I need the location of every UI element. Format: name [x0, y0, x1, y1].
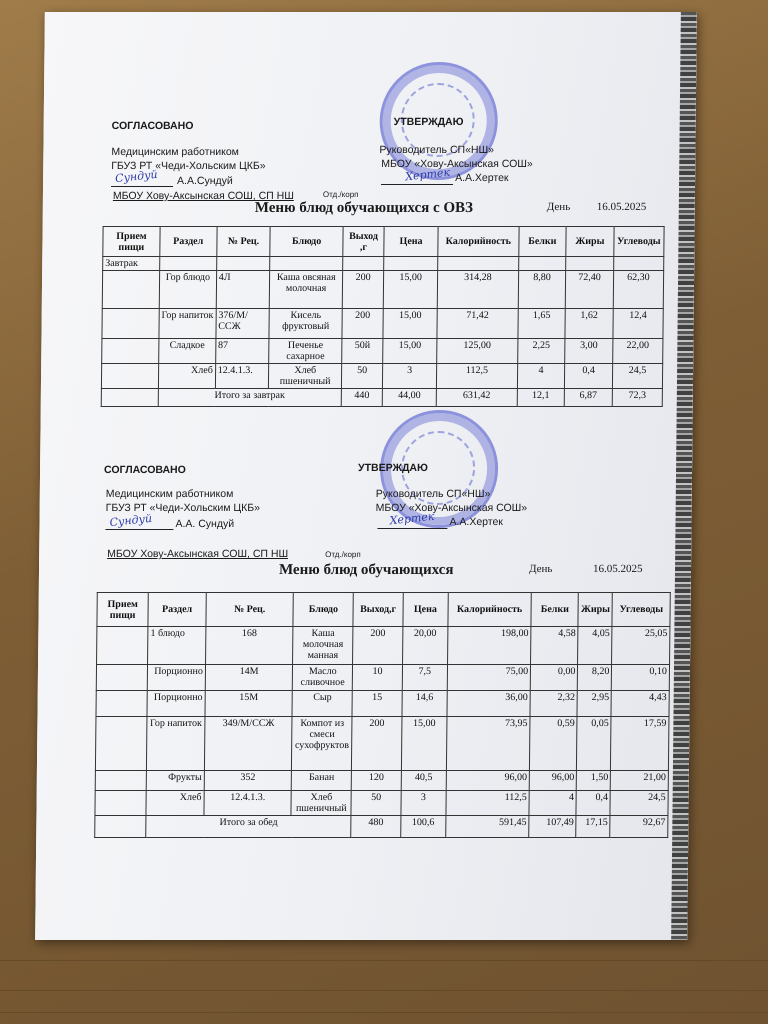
table-row: 1 блюдо 168 Каша молочная манная 200 20,00 198,00 4,58 4,05 25,05: [97, 627, 670, 665]
menu-date: 16.05.2025: [592, 563, 643, 575]
hospital-label: ГБУЗ РТ «Чеди-Хольским ЦКБ»: [111, 160, 266, 172]
menu-title-ovz: Меню блюд обучающихся с ОВЗ: [254, 200, 474, 216]
col-header: Прием пищи: [103, 227, 160, 257]
menu-table: [94, 592, 671, 838]
dept-label: Отд./корп: [325, 550, 361, 559]
meal-name: Завтрак: [103, 257, 160, 271]
school-name-label: МБОУ «Хову-Аксынская СОШ»: [375, 502, 528, 514]
right-signer-name: А.А.Хертек: [455, 172, 509, 184]
medical-worker-label: Медицинским работником: [105, 488, 234, 500]
col-header: Белки: [518, 227, 566, 257]
col-header: Цена: [384, 227, 438, 257]
col-header: Жиры: [578, 593, 612, 627]
menu-table-ovz: [101, 226, 665, 407]
col-header: Углеводы: [612, 593, 670, 627]
table-row: Сладкое 87 Печенье сахарное 50й 15,00 125,00 2,25 3,00 22,00: [102, 339, 663, 364]
col-header: Калорийность: [438, 227, 519, 257]
agreed-heading: СОГЛАСОВАНО: [111, 120, 194, 132]
menu-title: Меню блюд обучающихся: [278, 562, 454, 578]
col-header: № Рец.: [206, 593, 294, 627]
table-row: Порционно 14М Масло сливочное 10 7,5 75,00 0,00 8,20 0,10: [96, 665, 669, 691]
table-row: Хлеб 12.4.1.3. Хлеб пшеничный 50 3 112,5 4 0,4 24,5: [101, 364, 662, 389]
col-header: Раздел: [148, 593, 206, 627]
hospital-label: ГБУЗ РТ «Чеди-Хольским ЦКБ»: [105, 502, 261, 514]
col-header: Жиры: [566, 227, 614, 257]
approved-heading: УТВЕРЖДАЮ: [393, 116, 464, 128]
school-name-label: МБОУ «Хову-Аксынская СОШ»: [381, 158, 533, 170]
agreed-heading: СОГЛАСОВАНО: [104, 464, 186, 476]
col-header: Раздел: [160, 227, 217, 257]
col-header: Калорийность: [448, 593, 532, 627]
table-row: Гор напиток 349/М/ССЖ Компот из смеси сухофруктов 200 15,00 73,95 0,59 0,05 17,59: [95, 717, 669, 771]
table-row: Гор блюдо 4Л Каша овсяная молочная 200 15,00 314,28 8,80 72,40 62,30: [102, 271, 663, 309]
total-row: Итого за завтрак 440 44,00 631,42 12,1 6,87 72,3: [101, 389, 662, 407]
scan-edge-strip: [671, 12, 697, 940]
right-signer-name: А.А.Хертек: [449, 516, 504, 528]
approved-heading: УТВЕРЖДАЮ: [358, 462, 428, 474]
col-header: № Рец.: [217, 227, 271, 257]
director-label: Руководитель СП«НШ»: [379, 144, 495, 156]
col-header: Блюдо: [270, 227, 343, 257]
col-header: Выход ,г: [343, 227, 385, 257]
signature-right-icon: Хертек: [389, 509, 435, 528]
school-label: МБОУ Хову-Аксынская СОШ, СП НШ: [112, 190, 294, 202]
left-signer-name: А.А. Сундуй: [175, 518, 235, 530]
col-header: Белки: [531, 593, 579, 627]
left-signer-name: А.А.Сундуй: [177, 175, 233, 187]
table-row: Порционно 15М Сыр 15 14,6 36,00 2,32 2,95 4,43: [96, 691, 669, 717]
col-header: Прием пищи: [97, 593, 148, 627]
menu-date: 16.05.2025: [596, 201, 647, 213]
col-header: Цена: [403, 593, 448, 627]
document-paper: [35, 12, 697, 940]
dept-label: Отд./корп: [322, 190, 359, 199]
table-row: Хлеб 12.4.1.3. Хлеб пшеничный 50 3 112,5 4 0,4 24,5: [95, 791, 668, 816]
table-row: Гор напиток 376/М/ССЖ Кисель фруктовый 200 15,00 71,42 1,65 1,62 12,4: [102, 309, 663, 339]
col-header: Блюдо: [293, 593, 353, 627]
school-label: МБОУ Хову-Аксынская СОШ, СП НШ: [107, 548, 289, 560]
director-label: Руководитель СП«НШ»: [375, 488, 491, 500]
medical-worker-label: Медицинским работником: [111, 146, 240, 158]
col-header: Выход,г: [353, 593, 403, 627]
total-row: Итого за обед 480 100,6 591,45 107,49 17,15 92,67: [95, 816, 668, 838]
col-header: Углеводы: [614, 227, 665, 257]
day-label: День: [546, 201, 571, 213]
signature-left-icon: Сундуй: [114, 167, 159, 186]
signature-left-icon: Сундуй: [109, 511, 153, 530]
day-label: День: [528, 563, 553, 575]
table-row: Фрукты 352 Банан 120 40,5 96,00 96,00 1,50 21,00: [95, 771, 668, 791]
signature-right-icon: Хертек: [404, 165, 451, 184]
